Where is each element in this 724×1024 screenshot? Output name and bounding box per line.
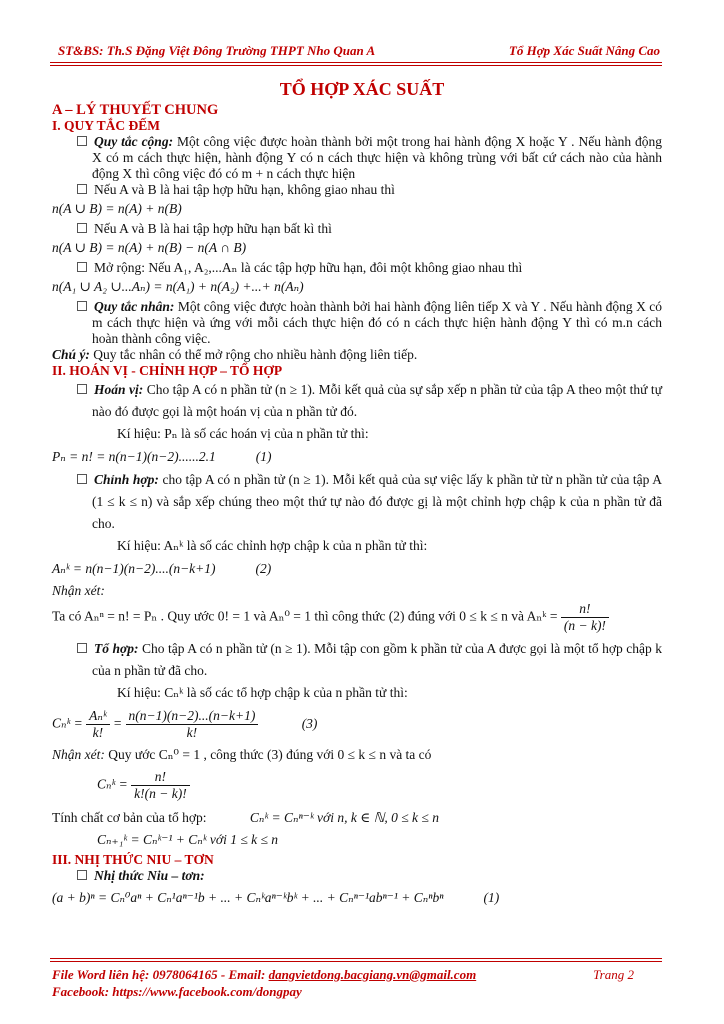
permutation-def: Hoán vị: Cho tập A có n phần tử (n ≥ 1). Mỗi kết quả của sự sắp xếp n phần tử của tập A theo một thứ tự nào đó được gọi là một hoán vị của n phần tử đó.: [52, 379, 662, 423]
checkbox-bullet-icon: [77, 223, 87, 233]
formula-binomial: (a + b)ⁿ = Cₙ⁰aⁿ + Cₙ¹aⁿ⁻¹b + ... + Cₙᵏaⁿ⁻ᵏbᵏ + ... + Cₙⁿ⁻¹abⁿ⁻¹ + Cₙⁿbⁿ (1): [52, 890, 500, 905]
formula-combination-factorial: Cₙᵏ = $\frac{n!}{k!(n - k)!}$: [52, 769, 662, 802]
checkbox-bullet-icon: [77, 870, 87, 880]
formula-arrangement: Aₙᵏ = n(n−1)(n−2)....(n−k+1) (2): [52, 561, 272, 576]
combination-properties: Tính chất cơ bản của tổ hợp: Cₙᵏ = Cₙⁿ⁻ᵏ với n, k ∈ ℕ, 0 ≤ k ≤ n: [52, 810, 439, 825]
checkbox-bullet-icon: [77, 262, 87, 272]
fraction-arrangement: $\frac{n!}{(n - k)!}$: [561, 601, 609, 634]
header-right: Tổ Hợp Xác Suất Nâng Cao: [508, 43, 660, 58]
disjoint-sets-note: Nếu A và B là hai tập hợp hữu hạn, không giao nhau thì: [52, 182, 662, 198]
email-link[interactable]: dangvietdong.bacgiang.vn@gmail.com: [268, 967, 477, 982]
section-1-heading: I. QUY TẮC ĐẾM: [52, 118, 161, 133]
extension-note: Mở rộng: Nếu A₁, A₂,...Aₙ là các tập hợp hữu hạn, đôi một không giao nhau thì: [52, 260, 662, 276]
section-2-heading: II. HOÁN VỊ - CHỈNH HỢP – TỔ HỢP: [52, 363, 283, 378]
remark-1: Ta có Aₙⁿ = n! = Pₙ . Quy ước 0! = 1 và Aₙ⁰ = 1 thì công thức (2) đúng với 0 ≤ k ≤ n và Aₙᵏ = $\frac{n!}{(n - k)!}$: [52, 601, 662, 634]
formula-union-disjoint: n(A ∪ B) = n(A) + n(B): [52, 201, 182, 216]
remark-2: Nhận xét: Quy ước Cₙ⁰ = 1 , công thức (3) đúng với 0 ≤ k ≤ n và ta có: [52, 747, 432, 762]
page-header: [58, 43, 660, 59]
combination-symbol: Kí hiệu: Cₙᵏ là số các tổ hợp chập k của n phần tử thì:: [117, 685, 408, 700]
checkbox-bullet-icon: [77, 301, 87, 311]
checkbox-bullet-icon: [77, 643, 87, 653]
combination-def: Tổ hợp: Cho tập A có n phần tử (n ≥ 1). Mỗi tập con gồm k phần tử của A được gọi là một tổ hợp chập k của n phần tử đã cho.: [52, 638, 662, 682]
page-footer: File Word liên hệ: 0978064165 - Email: dangvietdong.bacgiang.vn@gmail.com Trang 2 Facebook: https://www.facebook.com/dongpay: [52, 966, 662, 1000]
section-3-heading: III. NHỊ THỨC NIU – TƠN: [52, 852, 214, 867]
note: Chú ý: Quy tắc nhân có thể mở rộng cho nhiều hành động liên tiếp.: [52, 347, 418, 362]
checkbox-bullet-icon: [77, 184, 87, 194]
remark-1-label: Nhận xét:: [52, 583, 105, 598]
page-number: Trang 2: [593, 967, 634, 982]
formula-permutation: Pₙ = n! = n(n−1)(n−2)......2.1 (1): [52, 449, 272, 464]
checkbox-bullet-icon: [77, 474, 87, 484]
formula-combination: Cₙᵏ = Aₙᵏ k! = $\frac{n(n-1)(n-2)...(n-k+1)}{k!}$ (3): [52, 708, 318, 740]
arrangement-symbol: Kí hiệu: Aₙᵏ là số các chỉnh hợp chập k của n phần tử thì:: [117, 538, 428, 553]
header-left: ST&BS: Th.S Đặng Việt Đông Trường THPT Nho Quan A: [58, 43, 376, 58]
document-body: [52, 102, 662, 906]
checkbox-bullet-icon: [77, 136, 87, 146]
rule-addition: Quy tắc cộng: Một công việc được hoàn thành bởi một trong hai hành động X hoặc Y . Nếu hành động X có m cách thực hiện, hành động Y có n cách thực hiện và không trùng với bất cứ cách nào của hành động X thì công việc đó có m + n cách thực hiện: [52, 134, 662, 182]
arrangement-def: Chỉnh hợp: cho tập A có n phần tử (n ≥ 1). Mỗi kết quả của sự việc lấy k phần tử từ n phần tử của tập A (1 ≤ k ≤ n) và sắp xếp chúng theo một thứ tự nào đó được gị là một chỉnh hợp chập k của n phần tử đã cho.: [52, 469, 662, 535]
header-rule: [50, 62, 662, 66]
footer-rule: [50, 958, 662, 962]
rule-multiplication: Quy tắc nhân: Một công việc được hoàn thành bởi hai hành động liên tiếp X và Y . Nếu hành động X có m cách thực hiện và ứng với mỗi cách thực hiện đó có n cách thực hiện hành động Y thì có m.n cách hoàn thành công việc.: [52, 299, 662, 347]
binomial-heading: Nhị thức Niu – tơn:: [52, 868, 662, 884]
facebook-link[interactable]: Facebook: https://www.facebook.com/dongpay: [52, 984, 302, 999]
page-title: TỔ HỢP XÁC SUẤT: [279, 79, 445, 99]
permutation-symbol: Kí hiệu: Pₙ là số các hoán vị của n phần tử thì:: [117, 426, 369, 441]
section-a-heading: A – LÝ THUYẾT CHUNG: [52, 102, 219, 118]
any-sets-note: Nếu A và B là hai tập hợp hữu hạn bất kì thì: [52, 221, 662, 237]
formula-union-many: n(A₁ ∪ A₂ ∪...Aₙ) = n(A₁) + n(A₂) +...+ n(Aₙ): [52, 279, 304, 294]
combination-property-2: Cₙ₊₁ᵏ = Cₙᵏ⁻¹ + Cₙᵏ với 1 ≤ k ≤ n: [97, 832, 279, 847]
formula-union-general: n(A ∪ B) = n(A) + n(B) − n(A ∩ B): [52, 240, 247, 255]
checkbox-bullet-icon: [77, 384, 87, 394]
